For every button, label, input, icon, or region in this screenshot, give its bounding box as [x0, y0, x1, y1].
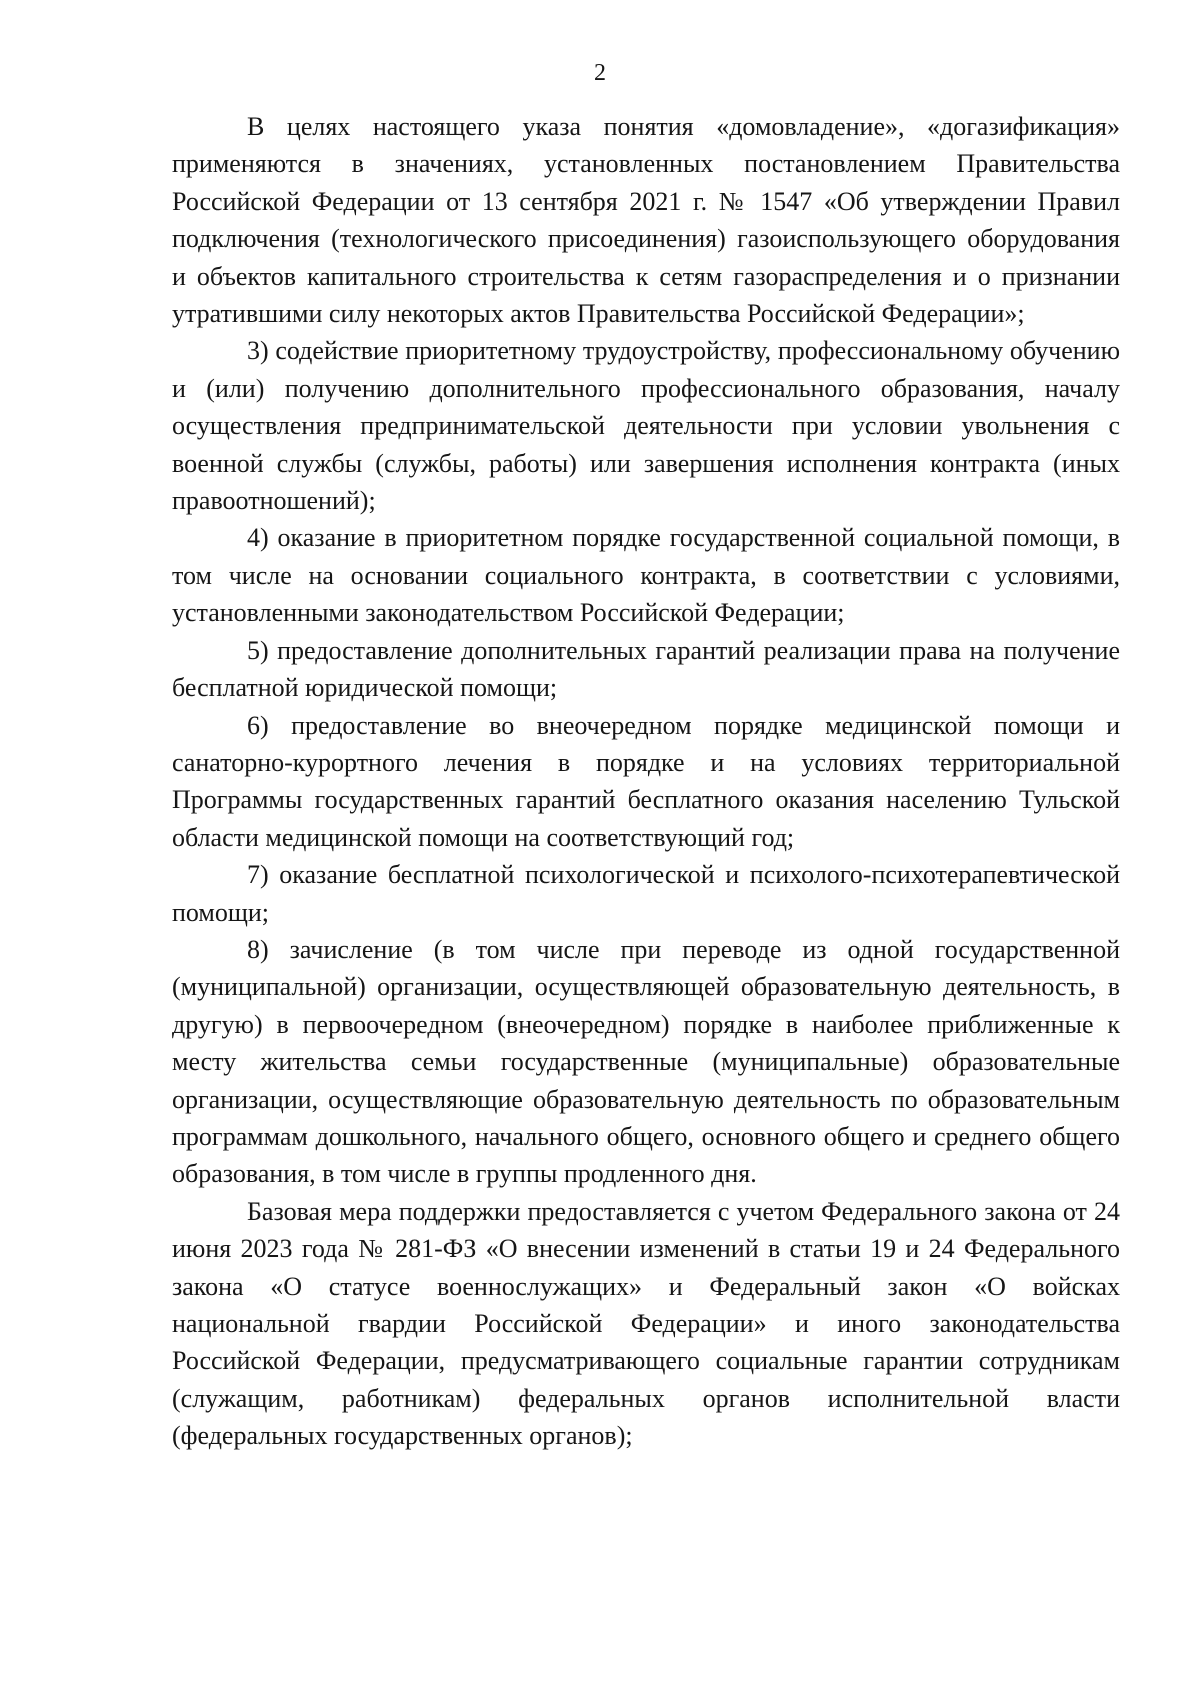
- paragraph: В целях настоящего указа понятия «домовладение», «догазификация» применяются в значениях, установленных постановлением Правительства Российской Федерации от 13 сентября 2021 г. № 1547 «Об утверждении Правил подключения (технологического присоединения) газоиспользующего оборудования и объектов капитального строительства к сетям газораспределения и о признании утратившими силу некоторых актов Правительства Российской Федерации»;: [172, 112, 1120, 329]
- paragraph: 6) предоставление во внеочередном порядке медицинской помощи и санаторно-курортного лечения в порядке и на условиях территориальной Программы государственных гарантий бесплатного оказания населению Тульской области медицинской помощи на соответствующий год;: [172, 710, 1120, 852]
- paragraph: 7) оказание бесплатной психологической и психолого-психотерапевтической помощи;: [172, 860, 1120, 927]
- paragraph: 4) оказание в приоритетном порядке государственной социальной помощи, в том числе на основании социального контракта, в соответствии с условиями, установленными законодательством Российской Федерации;: [172, 523, 1120, 628]
- paragraph: Базовая мера поддержки предоставляется с учетом Федерального закона от 24 июня 2023 года № 281-ФЗ «О внесении изменений в статьи 19 и 24 Федерального закона «О статусе военнослужащих» и Федеральный закон «О войсках национальной гвардии Российской Федерации» и иного законодательства Российской Федерации, предусматривающего социальные гарантии сотрудникам (служащим, работникам) федеральных органов исполнительной власти (федеральных государственных органов);: [172, 1196, 1120, 1451]
- paragraph: 3) содействие приоритетному трудоустройству, профессиональному обучению и (или) получению дополнительного профессионального образования, началу осуществления предпринимательской деятельности при условии увольнения с военной службы (службы, работы) или завершения исполнения контракта (иных правоотношений);: [172, 336, 1120, 516]
- document-body: [172, 108, 1120, 1455]
- paragraph: 5) предоставление дополнительных гарантий реализации права на получение бесплатной юридической помощи;: [172, 635, 1120, 703]
- paragraph: 8) зачисление (в том числе при переводе из одной государственной (муниципальной) организации, осуществляющей образовательную деятельность, в другую) в первоочередном (внеочередном) порядке в наиболее приближенные к месту жительства семьи государственные (муниципальные) образовательные организации, осуществляющие образовательную деятельность по образовательным программам дошкольного, начального общего, основного общего и среднего общего образования, в том числе в группы продленного дня.: [172, 934, 1120, 1189]
- page-number: 2: [594, 60, 606, 86]
